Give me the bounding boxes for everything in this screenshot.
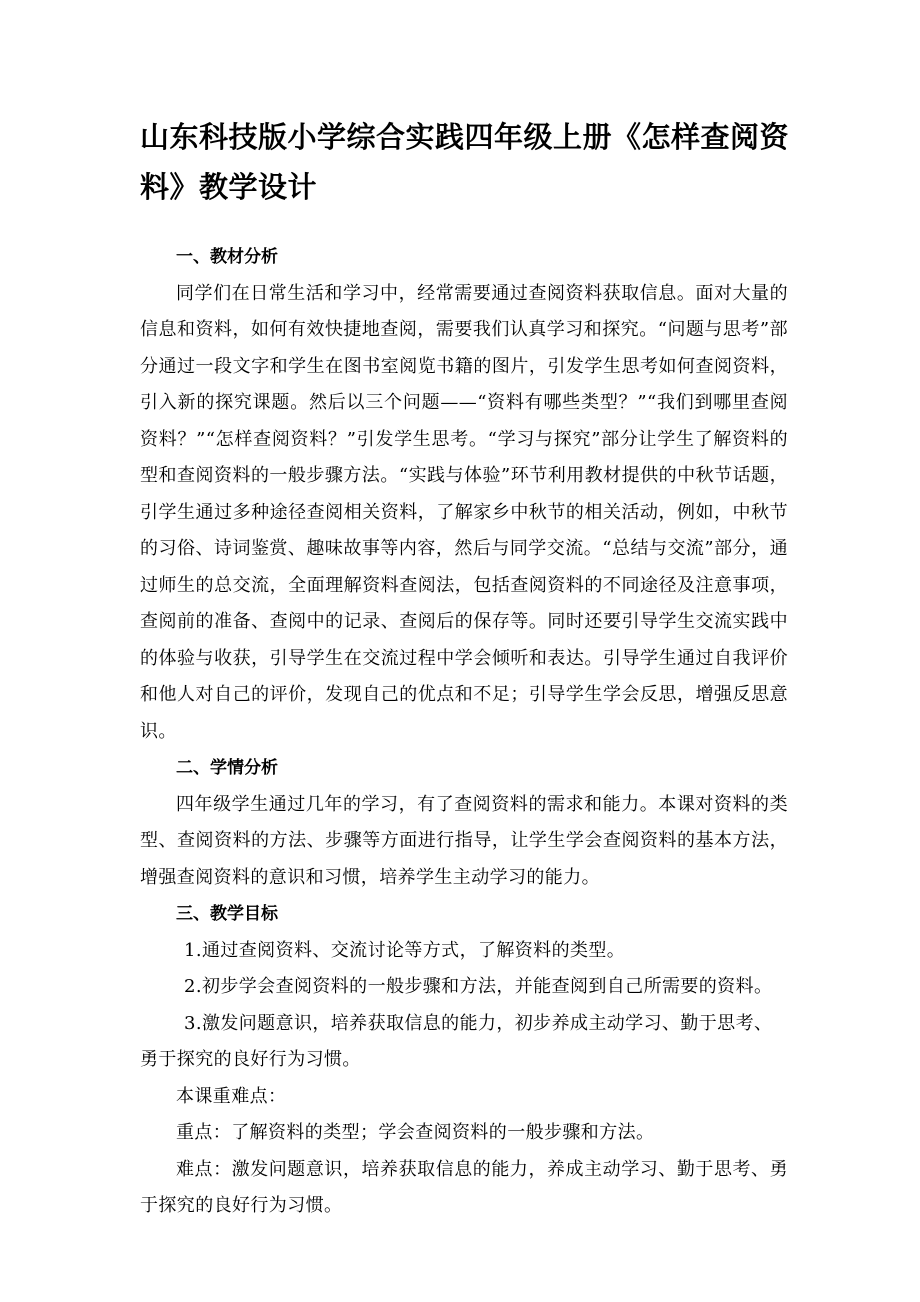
section-heading-learners: 二、学情分析 — [176, 758, 278, 778]
section-heading-analysis: 一、教材分析 — [176, 247, 278, 267]
keypoints-label: 本课重难点： — [176, 1085, 287, 1107]
goal-item-2: 2.初步学会查阅资料的一般步骤和方法，并能查阅到自己所需要的资料。 — [184, 976, 773, 997]
learners-paragraph: 四年级学生通过几年的学习，有了查阅资料的需求和能力。本课对资料的类型、查阅资料的方法、步骤等方面进行指导，让学生学会查阅资料的基本方法，增强查阅资料的意识和习惯，培养学生主动学习的能力。 — [140, 793, 788, 888]
document-title: 山东科技版小学综合实践四年级上册《怎样查阅资料》教学设计 — [140, 120, 790, 204]
section-heading-goals: 三、教学目标 — [176, 904, 278, 924]
goal-item-3: 3.激发问题意识，培养获取信息的能力，初步养成主动学习、勤于思考、勇于探究的良好行为习惯。 — [140, 1012, 773, 1070]
keypoint-difficult: 难点：激发问题意识，培养获取信息的能力，养成主动学习、勤于思考、勇于探究的良好行为习惯。 — [140, 1158, 788, 1216]
keypoint-key: 重点：了解资料的类型；学会查阅资料的一般步骤和方法。 — [176, 1122, 655, 1143]
analysis-paragraph: 同学们在日常生活和学习中，经常需要通过查阅资料获取信息。面对大量的信息和资料，如何有效快捷地查阅，需要我们认真学习和探究。“问题与思考”部分通过一段文字和学生在图书室阅览书籍的图片，引发学生思考如何查阅资料，引入新的探究课题。然后以三个问题——“资料有哪些类型？”“我们到哪里查阅资料？”“怎样查阅资料？”引发学生思考。“学习与探究”部分让学生了解资料的型和查阅资料的一般步骤方法。“实践与体验”环节利用教材提供的中秋节话题，引学生通过多种途径查阅相关资料，了解家乡中秋节的相关活动，例如，中秋节的习俗、诗词鉴赏、趣味故事等内容，然后与同学交流。“总结与交流”部分，通过师生的总交流，全面理解资料查阅法，包括查阅资料的不同途径及注意事项，查阅前的准备、查阅中的记录、查阅后的保存等。同时还要引导学生交流实践中的体验与收获，引导学生在交流过程中学会倾听和表达。引导学生通过自我评价和他人对自己的评价，发现自己的优点和不足；引导学生学会反思，增强反思意识。 — [140, 282, 788, 742]
document-body — [140, 239, 788, 1225]
goal-item-1: 1.通过查阅资料、交流讨论等方式，了解资料的类型。 — [184, 939, 626, 961]
